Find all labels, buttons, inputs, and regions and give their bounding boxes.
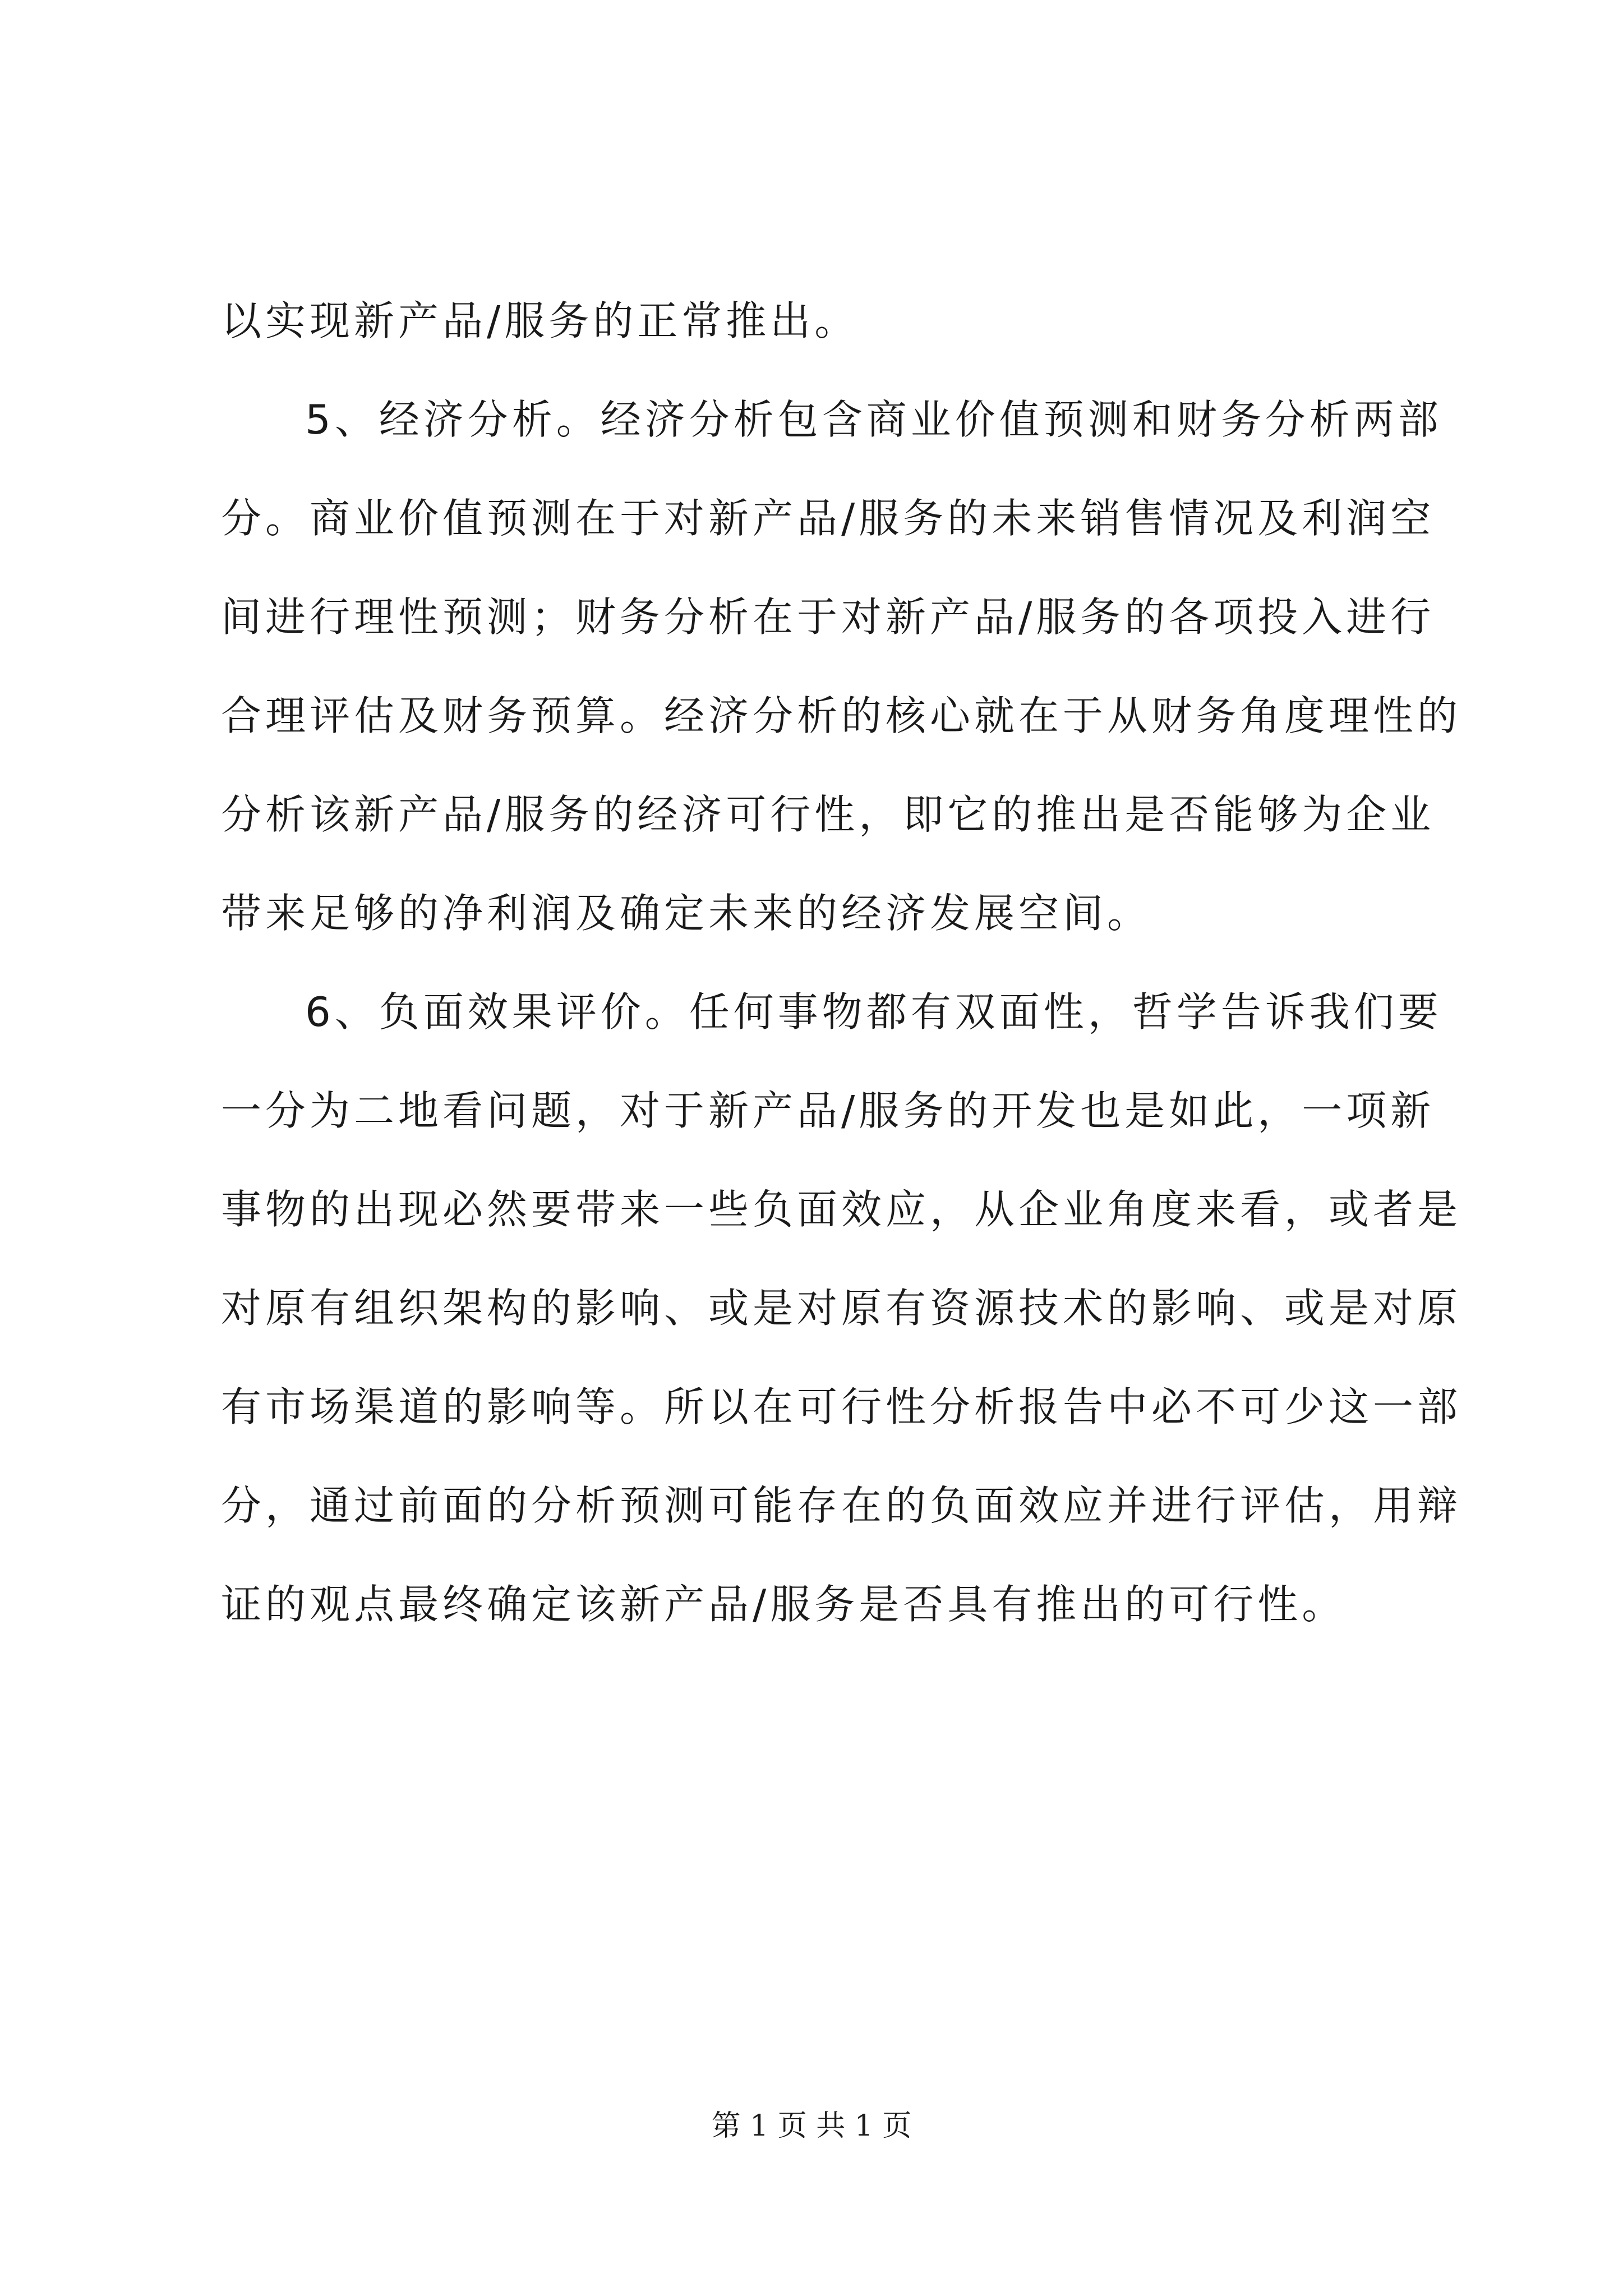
paragraph-line: 分析该新产品/服务的经济可行性，即它的推出是否能够为企业	[221, 791, 1435, 838]
paragraph-line: 5、经济分析。经济分析包含商业价值预测和财务分析两部	[305, 396, 1442, 443]
paragraph-line: 分，通过前面的分析预测可能存在的负面效应并进行评估，用辩	[221, 1482, 1462, 1529]
paragraph-line: 证的观点最终确定该新产品/服务是否具有推出的可行性。	[221, 1581, 1347, 1628]
page-number-footer: 第 1 页 共 1 页	[711, 2109, 912, 2143]
paragraph-line: 以实现新产品/服务的正常推出。	[221, 297, 859, 344]
paragraph-line: 6、负面效果评价。任何事物都有双面性，哲学告诉我们要	[305, 988, 1442, 1036]
paragraph-line: 带来足够的净利润及确定未来的经济发展空间。	[221, 890, 1152, 937]
paragraph-line: 合理评估及财务预算。经济分析的核心就在于从财务角度理性的	[221, 692, 1462, 739]
paragraph-line: 一分为二地看问题，对于新产品/服务的开发也是如此，一项新	[221, 1087, 1435, 1134]
paragraph-line: 分。商业价值预测在于对新产品/服务的未来销售情况及利润空	[221, 495, 1435, 542]
paragraph-line: 事物的出现必然要带来一些负面效应，从企业角度来看，或者是	[221, 1186, 1462, 1233]
paragraph-line: 对原有组织架构的影响、或是对原有资源技术的影响、或是对原	[221, 1285, 1462, 1332]
paragraph-line: 间进行理性预测；财务分析在于对新产品/服务的各项投入进行	[221, 593, 1435, 641]
paragraph-line: 有市场渠道的影响等。所以在可行性分析报告中必不可少这一部	[221, 1383, 1462, 1430]
